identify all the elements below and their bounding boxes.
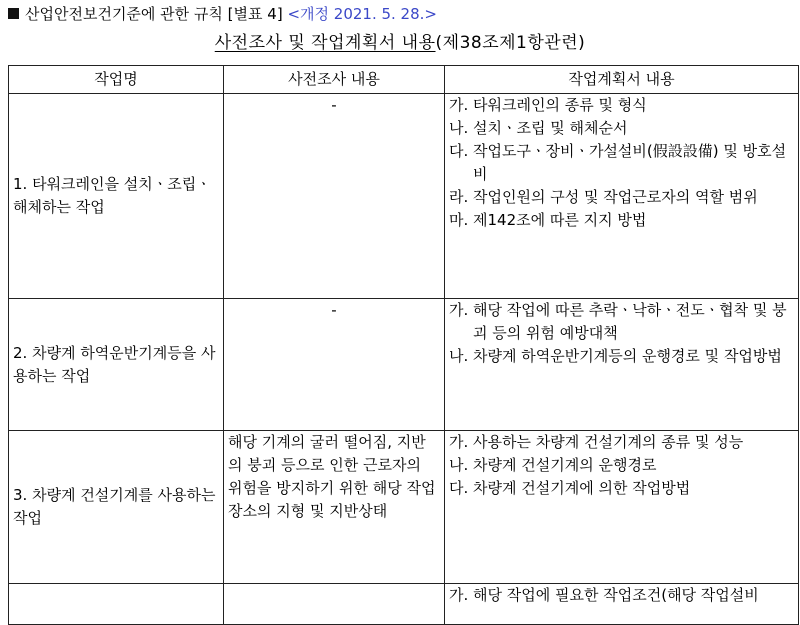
table-row — [9, 584, 799, 625]
column-header-survey: 사전조사 내용 — [224, 66, 445, 94]
document-title — [0, 32, 800, 54]
title-main: 사전조사 및 작업계획서 내용 — [214, 33, 436, 53]
survey-cell: - — [224, 94, 445, 299]
square-bullet-icon — [8, 8, 19, 19]
task-cell: 2. 차량계 하역운반기계등을 사용하는 작업 — [9, 299, 224, 431]
table-row — [9, 299, 799, 431]
task-cell: 3. 차량계 건설기계를 사용하는 작업 — [9, 431, 224, 584]
plan-item: 다. 작업도구ㆍ장비ㆍ가설설비(假設設備) 및 방호설비 — [449, 142, 787, 183]
plan-item: 가. 해당 작업에 따른 추락ㆍ낙하ㆍ전도ㆍ협착 및 붕괴 등의 위험 예방대책 — [449, 301, 787, 342]
plan-item: 가. 해당 작업에 필요한 작업조건(해당 작업설비 — [449, 586, 759, 604]
column-header-task: 작업명 — [9, 66, 224, 94]
survey-cell — [224, 584, 445, 625]
plan-item: 나. 차량계 건설기계의 운행경로 — [449, 456, 657, 474]
plan-item: 마. 제142조에 따른 지지 방법 — [449, 211, 647, 229]
amendment-link[interactable]: <개정 2021. 5. 28.> — [287, 5, 437, 23]
plan-item: 나. 차량계 하역운반기계등의 운행경로 및 작업방법 — [449, 347, 782, 365]
table-header-row — [9, 66, 799, 94]
plan-item: 라. 작업인원의 구성 및 작업근로자의 역할 범위 — [449, 188, 758, 206]
column-header-plan: 작업계획서 내용 — [445, 66, 799, 94]
plan-cell — [445, 584, 799, 625]
title-reference: (제38조제1항관련) — [435, 33, 586, 53]
plan-item: 가. 타워크레인의 종류 및 형식 — [449, 96, 647, 114]
plan-cell — [445, 94, 799, 299]
task-cell — [9, 584, 224, 625]
task-cell: 1. 타워크레인을 설치ㆍ조립ㆍ해체하는 작업 — [9, 94, 224, 299]
plan-item: 가. 사용하는 차량계 건설기계의 종류 및 성능 — [449, 433, 744, 451]
plan-item: 다. 차량계 건설기계에 의한 작업방법 — [449, 479, 691, 497]
survey-cell: 해당 기계의 굴러 떨어짐, 지반의 붕괴 등으로 인한 근로자의 위험을 방지하기 위한 해당 작업장소의 지형 및 지반상태 — [224, 431, 445, 584]
plan-cell — [445, 431, 799, 584]
work-plan-table — [8, 65, 799, 625]
table-row — [9, 431, 799, 584]
rule-title: 산업안전보건기준에 관한 규칙 [별표 4] — [25, 5, 283, 23]
survey-cell: - — [224, 299, 445, 431]
rule-header — [8, 4, 437, 24]
table-row — [9, 94, 799, 299]
plan-item: 나. 설치ㆍ조립 및 해체순서 — [449, 119, 628, 137]
plan-cell — [445, 299, 799, 431]
